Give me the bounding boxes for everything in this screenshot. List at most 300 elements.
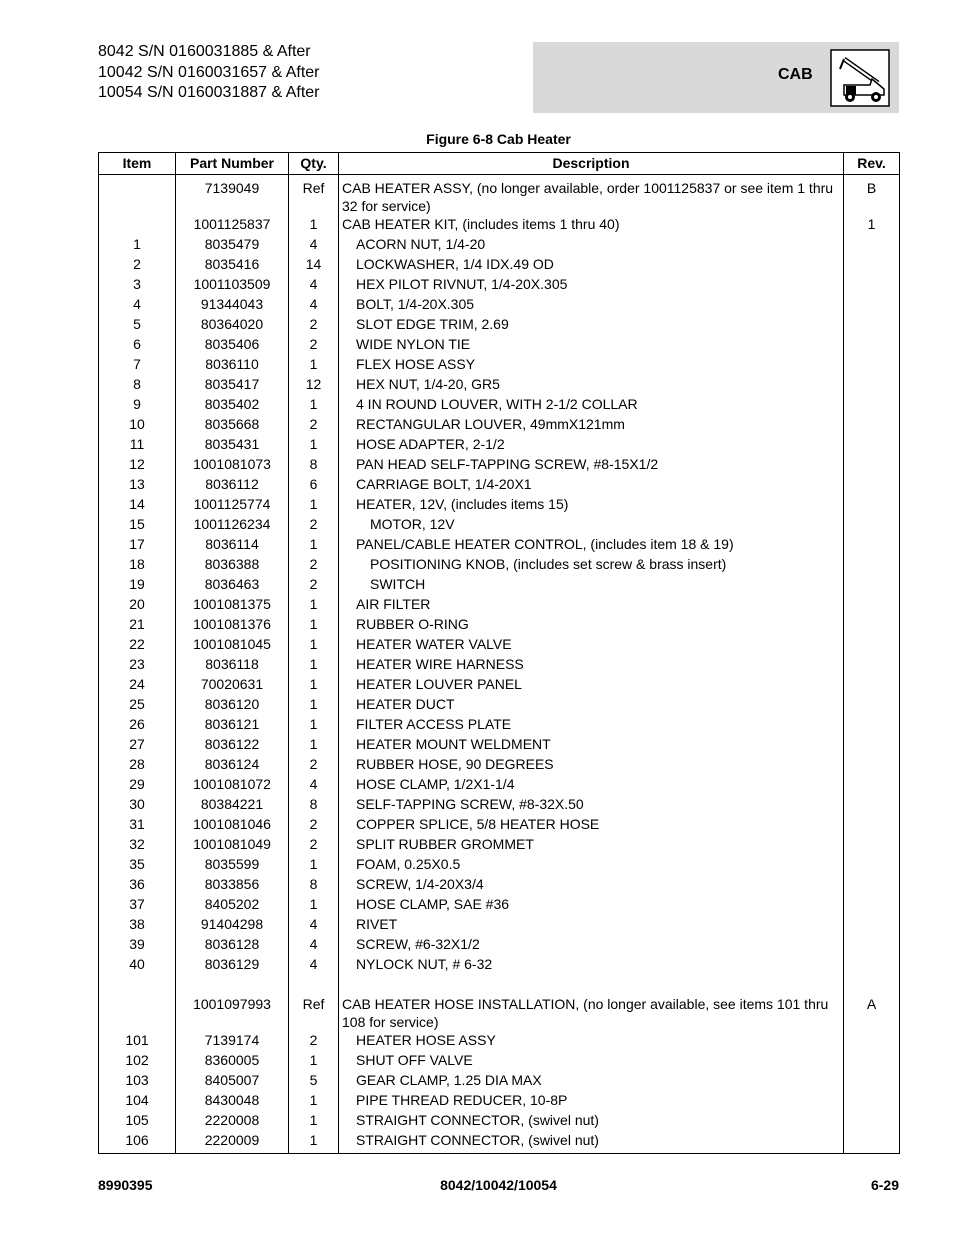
model-serial-list: [98, 42, 320, 104]
description-cell: HEATER WIRE HARNESS: [339, 655, 844, 675]
item-number-cell: 26: [99, 715, 176, 735]
column-header-qty: Qty.: [289, 153, 339, 175]
description-cell: ACORN NUT, 1/4-20: [339, 235, 844, 255]
item-number-cell: 35: [99, 855, 176, 875]
quantity-cell: 1: [289, 635, 339, 655]
column-header-description: Description: [339, 153, 844, 175]
description-cell: GEAR CLAMP, 1.25 DIA MAX: [339, 1071, 844, 1091]
description-cell: SCREW, #6-32X1/2: [339, 935, 844, 955]
part-number-cell: 8036118: [176, 655, 289, 675]
revision-cell: [844, 235, 900, 255]
quantity-cell: 2: [289, 815, 339, 835]
description-cell: HEX NUT, 1/4-20, GR5: [339, 375, 844, 395]
item-number-cell: 7: [99, 355, 176, 375]
revision-cell: [844, 635, 900, 655]
revision-cell: [844, 855, 900, 875]
part-number-cell: 1001081375: [176, 595, 289, 615]
table-row: [99, 435, 900, 455]
revision-cell: [844, 515, 900, 535]
description-cell: HEATER, 12V, (includes items 15): [339, 495, 844, 515]
table-row: [99, 695, 900, 715]
column-header-part-number: Part Number: [176, 153, 289, 175]
quantity-cell: Ref: [289, 175, 339, 216]
quantity-cell: 1: [289, 1111, 339, 1131]
description-cell: RUBBER HOSE, 90 DEGREES: [339, 755, 844, 775]
quantity-cell: 1: [289, 1131, 339, 1154]
table-row: [99, 875, 900, 895]
table-row: [99, 395, 900, 415]
description-cell: HEATER DUCT: [339, 695, 844, 715]
part-number-cell: 8035668: [176, 415, 289, 435]
revision-cell: [844, 675, 900, 695]
quantity-cell: 14: [289, 255, 339, 275]
table-row: [99, 355, 900, 375]
quantity-cell: 1: [289, 695, 339, 715]
description-cell: FLEX HOSE ASSY: [339, 355, 844, 375]
part-number-cell: 7139174: [176, 1031, 289, 1051]
description-cell: CAB HEATER ASSY, (no longer available, order 1001125837 or see item 1 thru 32 for service): [339, 175, 844, 216]
item-number-cell: 8: [99, 375, 176, 395]
part-number-cell: 8035406: [176, 335, 289, 355]
item-number-cell: 25: [99, 695, 176, 715]
table-row: [99, 455, 900, 475]
description-cell: BOLT, 1/4-20X.305: [339, 295, 844, 315]
revision-cell: [844, 975, 900, 995]
table-row: [99, 775, 900, 795]
revision-cell: [844, 435, 900, 455]
description-cell: AIR FILTER: [339, 595, 844, 615]
description-cell: PIPE THREAD REDUCER, 10-8P: [339, 1091, 844, 1111]
quantity-cell: 2: [289, 575, 339, 595]
footer-page-number: 6-29: [870, 1177, 899, 1193]
part-number-cell: 1001103509: [176, 275, 289, 295]
item-number-cell: 19: [99, 575, 176, 595]
part-number-cell: 8405202: [176, 895, 289, 915]
table-row: [99, 815, 900, 835]
item-number-cell: 104: [99, 1091, 176, 1111]
item-number-cell: [99, 975, 176, 995]
revision-cell: [844, 535, 900, 555]
quantity-cell: 1: [289, 1091, 339, 1111]
part-number-cell: 8035417: [176, 375, 289, 395]
item-number-cell: 102: [99, 1051, 176, 1071]
quantity-cell: [289, 975, 339, 995]
quantity-cell: 1: [289, 395, 339, 415]
table-row: [99, 575, 900, 595]
description-cell: RUBBER O-RING: [339, 615, 844, 635]
table-row: [99, 855, 900, 875]
item-number-cell: 39: [99, 935, 176, 955]
quantity-cell: 2: [289, 1031, 339, 1051]
description-cell: STRAIGHT CONNECTOR, (swivel nut): [339, 1131, 844, 1154]
part-number-cell: 1001081376: [176, 615, 289, 635]
model-line: 8042 S/N 0160031885 & After: [98, 43, 311, 60]
item-number-cell: [99, 175, 176, 216]
table-row: [99, 895, 900, 915]
table-row: [99, 995, 900, 1031]
description-cell: HOSE CLAMP, 1/2X1-1/4: [339, 775, 844, 795]
quantity-cell: 1: [289, 735, 339, 755]
item-number-cell: 21: [99, 615, 176, 635]
item-number-cell: 10: [99, 415, 176, 435]
part-number-cell: 8036388: [176, 555, 289, 575]
part-number-cell: 8036463: [176, 575, 289, 595]
revision-cell: [844, 875, 900, 895]
quantity-cell: 1: [289, 655, 339, 675]
quantity-cell: 4: [289, 935, 339, 955]
part-number-cell: 80384221: [176, 795, 289, 815]
part-number-cell: 8405007: [176, 1071, 289, 1091]
item-number-cell: 103: [99, 1071, 176, 1091]
quantity-cell: 2: [289, 415, 339, 435]
description-cell: LOCKWASHER, 1/4 IDX.49 OD: [339, 255, 844, 275]
quantity-cell: 1: [289, 615, 339, 635]
footer-manual-number: 8990395: [98, 1177, 153, 1193]
item-number-cell: [99, 995, 176, 1031]
revision-cell: B: [844, 175, 900, 216]
item-number-cell: 5: [99, 315, 176, 335]
description-cell: SPLIT RUBBER GROMMET: [339, 835, 844, 855]
item-number-cell: 30: [99, 795, 176, 815]
table-row: [99, 555, 900, 575]
part-number-cell: 8036129: [176, 955, 289, 975]
part-number-cell: 8360005: [176, 1051, 289, 1071]
description-cell: SELF-TAPPING SCREW, #8-32X.50: [339, 795, 844, 815]
part-number-cell: 8035431: [176, 435, 289, 455]
part-number-cell: 91344043: [176, 295, 289, 315]
quantity-cell: 2: [289, 315, 339, 335]
item-number-cell: 17: [99, 535, 176, 555]
description-cell: COPPER SPLICE, 5/8 HEATER HOSE: [339, 815, 844, 835]
part-number-cell: 8036110: [176, 355, 289, 375]
item-number-cell: 6: [99, 335, 176, 355]
revision-cell: [844, 735, 900, 755]
revision-cell: [844, 715, 900, 735]
revision-cell: [844, 415, 900, 435]
table-row: [99, 755, 900, 775]
table-header-row: [99, 153, 900, 175]
revision-cell: [844, 255, 900, 275]
part-number-cell: 8036121: [176, 715, 289, 735]
description-cell: FOAM, 0.25X0.5: [339, 855, 844, 875]
table-row: [99, 255, 900, 275]
revision-cell: 1: [844, 215, 900, 235]
revision-cell: [844, 555, 900, 575]
item-number-cell: 106: [99, 1131, 176, 1154]
item-number-cell: 2: [99, 255, 176, 275]
item-number-cell: 18: [99, 555, 176, 575]
part-number-cell: 1001081073: [176, 455, 289, 475]
description-cell: WIDE NYLON TIE: [339, 335, 844, 355]
table-row: [99, 315, 900, 335]
table-row: [99, 615, 900, 635]
revision-cell: [844, 1071, 900, 1091]
description-cell: SHUT OFF VALVE: [339, 1051, 844, 1071]
part-number-cell: 2220008: [176, 1111, 289, 1131]
revision-cell: [844, 475, 900, 495]
item-number-cell: 11: [99, 435, 176, 455]
table-row: [99, 1091, 900, 1111]
column-header-rev: Rev.: [844, 153, 900, 175]
item-number-cell: 4: [99, 295, 176, 315]
table-row: [99, 835, 900, 855]
item-number-cell: 15: [99, 515, 176, 535]
table-row: [99, 655, 900, 675]
table-row: [99, 735, 900, 755]
part-number-cell: 8035416: [176, 255, 289, 275]
item-number-cell: 37: [99, 895, 176, 915]
table-row: [99, 1031, 900, 1051]
revision-cell: [844, 895, 900, 915]
section-title: CAB: [778, 66, 813, 83]
figure-title: Figure 6-8 Cab Heater: [426, 131, 571, 147]
quantity-cell: 1: [289, 675, 339, 695]
quantity-cell: 1: [289, 715, 339, 735]
quantity-cell: Ref: [289, 995, 339, 1031]
part-number-cell: 1001081045: [176, 635, 289, 655]
revision-cell: [844, 355, 900, 375]
description-cell: HEATER LOUVER PANEL: [339, 675, 844, 695]
column-header-item: Item: [99, 153, 176, 175]
table-row: [99, 675, 900, 695]
part-number-cell: 1001097993: [176, 995, 289, 1031]
table-row: [99, 475, 900, 495]
part-number-cell: 70020631: [176, 675, 289, 695]
table-row: [99, 1051, 900, 1071]
quantity-cell: 8: [289, 795, 339, 815]
description-cell: STRAIGHT CONNECTOR, (swivel nut): [339, 1111, 844, 1131]
revision-cell: [844, 335, 900, 355]
item-number-cell: 9: [99, 395, 176, 415]
quantity-cell: 4: [289, 275, 339, 295]
quantity-cell: 1: [289, 435, 339, 455]
part-number-cell: 8036120: [176, 695, 289, 715]
table-row: [99, 295, 900, 315]
table-row: [99, 1131, 900, 1154]
description-cell: MOTOR, 12V: [339, 515, 844, 535]
revision-cell: [844, 815, 900, 835]
quantity-cell: 2: [289, 335, 339, 355]
item-number-cell: 27: [99, 735, 176, 755]
part-number-cell: 80364020: [176, 315, 289, 335]
quantity-cell: 4: [289, 295, 339, 315]
revision-cell: [844, 915, 900, 935]
quantity-cell: 4: [289, 235, 339, 255]
part-number-cell: 8036122: [176, 735, 289, 755]
part-number-cell: 1001081072: [176, 775, 289, 795]
part-number-cell: 8035402: [176, 395, 289, 415]
revision-cell: [844, 1051, 900, 1071]
revision-cell: [844, 795, 900, 815]
table-row: [99, 495, 900, 515]
revision-cell: [844, 455, 900, 475]
part-number-cell: 1001125837: [176, 215, 289, 235]
revision-cell: [844, 955, 900, 975]
quantity-cell: 1: [289, 1051, 339, 1071]
revision-cell: [844, 1091, 900, 1111]
quantity-cell: 2: [289, 515, 339, 535]
table-row: [99, 235, 900, 255]
table-row: [99, 795, 900, 815]
quantity-cell: 1: [289, 215, 339, 235]
table-row: [99, 715, 900, 735]
item-number-cell: 101: [99, 1031, 176, 1051]
description-cell: HEX PILOT RIVNUT, 1/4-20X.305: [339, 275, 844, 295]
model-line: 10054 S/N 0160031887 & After: [98, 84, 320, 101]
part-number-cell: 1001081046: [176, 815, 289, 835]
table-row: [99, 215, 900, 235]
quantity-cell: 5: [289, 1071, 339, 1091]
description-cell: PAN HEAD SELF-TAPPING SCREW, #8-15X1/2: [339, 455, 844, 475]
quantity-cell: 2: [289, 835, 339, 855]
revision-cell: [844, 295, 900, 315]
description-cell: HEATER MOUNT WELDMENT: [339, 735, 844, 755]
quantity-cell: 1: [289, 495, 339, 515]
part-number-cell: 1001081049: [176, 835, 289, 855]
table-row: [99, 1111, 900, 1131]
description-cell: POSITIONING KNOB, (includes set screw & brass insert): [339, 555, 844, 575]
revision-cell: [844, 1111, 900, 1131]
revision-cell: [844, 375, 900, 395]
revision-cell: [844, 655, 900, 675]
quantity-cell: 1: [289, 355, 339, 375]
revision-cell: [844, 615, 900, 635]
revision-cell: [844, 315, 900, 335]
revision-cell: [844, 275, 900, 295]
table-row: [99, 935, 900, 955]
item-number-cell: 28: [99, 755, 176, 775]
quantity-cell: 4: [289, 955, 339, 975]
table-row: [99, 1071, 900, 1091]
item-number-cell: 1: [99, 235, 176, 255]
footer-models: 8042/10042/10054: [440, 1177, 557, 1193]
revision-cell: [844, 935, 900, 955]
quantity-cell: 2: [289, 755, 339, 775]
description-cell: CARRIAGE BOLT, 1/4-20X1: [339, 475, 844, 495]
description-cell: NYLOCK NUT, # 6-32: [339, 955, 844, 975]
quantity-cell: 1: [289, 895, 339, 915]
description-cell: RIVET: [339, 915, 844, 935]
item-number-cell: 22: [99, 635, 176, 655]
table-row: [99, 275, 900, 295]
quantity-cell: 1: [289, 535, 339, 555]
table-row: [99, 635, 900, 655]
table-row: [99, 915, 900, 935]
item-number-cell: 20: [99, 595, 176, 615]
revision-cell: A: [844, 995, 900, 1031]
item-number-cell: 3: [99, 275, 176, 295]
description-cell: 4 IN ROUND LOUVER, WITH 2-1/2 COLLAR: [339, 395, 844, 415]
description-cell: FILTER ACCESS PLATE: [339, 715, 844, 735]
description-cell: CAB HEATER HOSE INSTALLATION, (no longer available, see items 101 thru 108 for service): [339, 995, 844, 1031]
quantity-cell: 8: [289, 455, 339, 475]
item-number-cell: 13: [99, 475, 176, 495]
table-row: [99, 175, 900, 216]
item-number-cell: 38: [99, 915, 176, 935]
part-number-cell: 2220009: [176, 1131, 289, 1154]
item-number-cell: 23: [99, 655, 176, 675]
part-number-cell: 8035479: [176, 235, 289, 255]
item-number-cell: 14: [99, 495, 176, 515]
revision-cell: [844, 1031, 900, 1051]
part-number-cell: 1001126234: [176, 515, 289, 535]
part-number-cell: 91404298: [176, 915, 289, 935]
quantity-cell: 12: [289, 375, 339, 395]
telehandler-icon: [830, 49, 890, 107]
description-cell: SCREW, 1/4-20X3/4: [339, 875, 844, 895]
revision-cell: [844, 775, 900, 795]
part-number-cell: 8036114: [176, 535, 289, 555]
table-row: [99, 335, 900, 355]
description-cell: HOSE CLAMP, SAE #36: [339, 895, 844, 915]
quantity-cell: 8: [289, 875, 339, 895]
part-number-cell: 1001125774: [176, 495, 289, 515]
item-number-cell: 36: [99, 875, 176, 895]
spacer-row: [99, 975, 900, 995]
description-cell: SLOT EDGE TRIM, 2.69: [339, 315, 844, 335]
item-number-cell: [99, 215, 176, 235]
quantity-cell: 1: [289, 855, 339, 875]
table-row: [99, 415, 900, 435]
part-number-cell: 8033856: [176, 875, 289, 895]
revision-cell: [844, 835, 900, 855]
part-number-cell: 8036124: [176, 755, 289, 775]
table-row: [99, 955, 900, 975]
part-number-cell: 8036112: [176, 475, 289, 495]
quantity-cell: 2: [289, 555, 339, 575]
description-cell: HEATER WATER VALVE: [339, 635, 844, 655]
item-number-cell: 40: [99, 955, 176, 975]
part-number-cell: 7139049: [176, 175, 289, 216]
item-number-cell: 29: [99, 775, 176, 795]
quantity-cell: 4: [289, 915, 339, 935]
part-number-cell: 8035599: [176, 855, 289, 875]
quantity-cell: 1: [289, 595, 339, 615]
description-cell: RECTANGULAR LOUVER, 49mmX121mm: [339, 415, 844, 435]
item-number-cell: 24: [99, 675, 176, 695]
revision-cell: [844, 595, 900, 615]
table-row: [99, 515, 900, 535]
table-row: [99, 375, 900, 395]
item-number-cell: 105: [99, 1111, 176, 1131]
revision-cell: [844, 495, 900, 515]
table-row: [99, 535, 900, 555]
description-cell: PANEL/CABLE HEATER CONTROL, (includes item 18 & 19): [339, 535, 844, 555]
parts-table: [98, 152, 900, 1154]
part-number-cell: [176, 975, 289, 995]
revision-cell: [844, 755, 900, 775]
description-cell: HOSE ADAPTER, 2-1/2: [339, 435, 844, 455]
description-cell: SWITCH: [339, 575, 844, 595]
revision-cell: [844, 395, 900, 415]
description-cell: [339, 975, 844, 995]
revision-cell: [844, 1131, 900, 1154]
revision-cell: [844, 695, 900, 715]
item-number-cell: 32: [99, 835, 176, 855]
item-number-cell: 12: [99, 455, 176, 475]
model-line: 10042 S/N 0160031657 & After: [98, 63, 320, 81]
part-number-cell: 8430048: [176, 1091, 289, 1111]
quantity-cell: 6: [289, 475, 339, 495]
parts-table-body: [99, 175, 900, 1154]
table-row: [99, 595, 900, 615]
revision-cell: [844, 575, 900, 595]
description-cell: HEATER HOSE ASSY: [339, 1031, 844, 1051]
part-number-cell: 8036128: [176, 935, 289, 955]
description-cell: CAB HEATER KIT, (includes items 1 thru 40): [339, 215, 844, 235]
quantity-cell: 4: [289, 775, 339, 795]
item-number-cell: 31: [99, 815, 176, 835]
